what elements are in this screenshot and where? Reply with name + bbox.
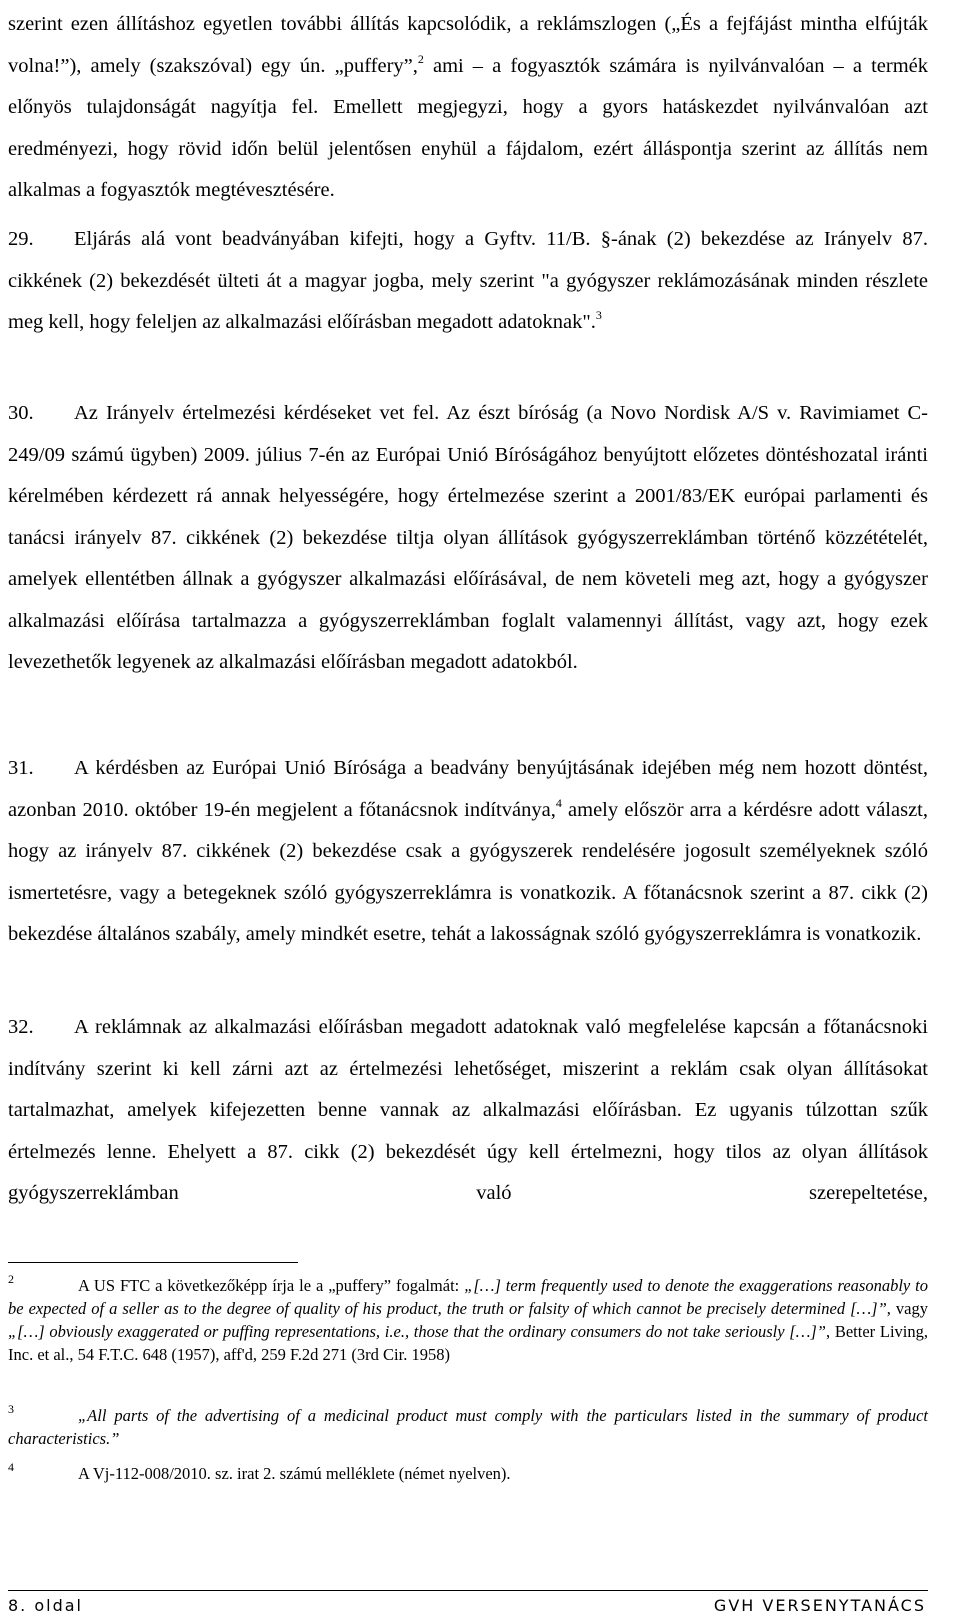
paragraph-32: [8, 1007, 928, 1215]
organization-name: GVH VERSENYTANÁCS: [713, 1596, 926, 1615]
footnote-2-mid: , vagy: [886, 1299, 928, 1318]
footnote-2-quote-2: „[…] obviously exaggerated or puffing representations, i.e., those that the ordinary consumers do not take seriously […]”: [8, 1322, 826, 1341]
footnote-2-lead: A US FTC a következőképp írja le a „puffery” fogalmát:: [78, 1276, 460, 1295]
paragraph-number: 30.: [8, 402, 34, 424]
footnote-separator: [8, 1262, 298, 1263]
paragraph-29: [8, 219, 928, 344]
footnote-3: 3 „All parts of the advertising of a medicinal product must comply with the particulars listed in the summary of product characteristics.”: [8, 1402, 928, 1448]
footnote-ref-3[interactable]: 3: [595, 308, 602, 322]
paragraph-29-text: Eljárás alá vont beadványában kifejti, hogy a Gyftv. 11/B. §-ának (2) bekezdése az Irányelv 87. cikkének (2) bekezdését ülteti át a magyar jogba, mely szerint "a gyógyszer reklámozásának minden részlete meg kell, hogy feleljen az alkalmazási előírásban megadott adatoknak".: [8, 228, 928, 333]
footnote-4-text: A Vj-112-008/2010. sz. irat 2. számú melléklete (német nyelven).: [78, 1464, 511, 1483]
paragraph-number: 29.: [8, 228, 34, 250]
paragraph-intro: [8, 4, 928, 212]
footnote-4: 4 A Vj-112-008/2010. sz. irat 2. számú melléklete (német nyelven).: [8, 1460, 511, 1483]
paragraph-31: [8, 748, 928, 956]
footnote-2-tail: , Better Living, Inc. et al., 54 F.T.C. 648 (1957), aff'd, 259 F.2d 271 (3rd Cir. 1958): [8, 1322, 928, 1364]
intro-text-a: szerint ezen állításhoz egyetlen további állítás kapcsolódik, a reklámszlogen („És a fejfájást mintha elfújták volna!”), amely (szakszóval) egy ún. „puffery”,: [8, 13, 928, 77]
footnote-2: 2 A US FTC a következőképp írja le a „puffery” fogalmát: „[…] term frequently used to denote the exaggerations reasonably to be expected of a seller as to the degree of quality of his product, the truth or falsity of which cannot be precisely determined […]”, vagy „[…] obviously exaggerated or puffing representations, i.e., those that the ordinary consumers do not take seriously […]”, Better Living, Inc. et al., 54 F.T.C. 648 (1957), aff'd, 259 F.2d 271 (3rd Cir. 1958): [8, 1272, 928, 1364]
footnote-ref-4[interactable]: 4: [555, 795, 562, 810]
footnote-ref-2[interactable]: 2: [417, 51, 424, 66]
paragraph-30-text: Az Irányelv értelmezési kérdéseket vet fel. Az észt bíróság (a Novo Nordisk A/S v. Ravimiamet C-249/09 számú ügyben) 2009. július 7-én az Európai Unió Bíróságához benyújtott előzetes döntéshozatal iránti kérelmében kérdezett rá annak helyességére, hogy értelmezése szerint a 2001/83/EK európai parlamenti és tanácsi irányelv 87. cikkének (2) bekezdése tiltja olyan állítások gyógyszerreklámban történő közzétételét, amelyek ellentétben állnak a gyógyszer alkalmazási előírásával, de nem követeli meg azt, hogy a gyógyszer alkalmazási előírása tartalmazza a gyógyszerreklámban foglalt valamennyi állítást, vagy azt, hogy ezek levezethetők legyenek az alkalmazási előírásban megadott adatokból.: [8, 402, 928, 673]
intro-text-b: ami – a fogyasztók számára is nyilvánvalóan – a termék előnyös tulajdonságát nagyítja fel. Emellett megjegyzi, hogy a gyors hatáskezdet nyilvánvalóan azt eredményezi, hogy rövid időn belül jelentősen enyhül a fájdalom, ezért álláspontja szerint az állítás nem alkalmas a fogyasztók megtévesztésére.: [8, 54, 928, 201]
footnote-3-text: „All parts of the advertising of a medicinal product must comply with the particulars listed in the summary of product characteristics.”: [8, 1406, 928, 1448]
paragraph-number: 31.: [8, 757, 34, 779]
paragraph-30: [8, 393, 928, 684]
paragraph-32-text: A reklámnak az alkalmazási előírásban megadott adatoknak való megfelelése kapcsán a főtanácsnoki indítvány szerint ki kell zárni azt az értelmezési lehetőséget, miszerint a reklám csak olyan állításokat tartalmazhat, amelyek kifejezetten benne vannak az alkalmazási előírásban. Ez ugyanis túlzottan szűk értelmezés lenne. Ehelyett a 87. cikk (2) bekezdését úgy kell értelmezni, hogy tilos az olyan állítások gyógyszerreklámban való szerepeltetése,: [8, 1016, 928, 1204]
paragraph-number: 32.: [8, 1016, 34, 1038]
paragraph-31-text-b: amely először arra a kérdésre adott választ, hogy az irányelv 87. cikkének (2) bekezdése csak a gyógyszerek rendelésére jogosult személyeknek szóló ismertetésre, vagy a betegeknek szóló gyógyszerreklámra is vonatkozik. A főtanácsnok szerint a 87. cikk (2) bekezdése általános szabály, amely mindkét esetre, tehát a lakosságnak szóló gyógyszerreklámra is vonatkozik.: [8, 798, 928, 945]
footer-separator: [8, 1590, 928, 1591]
paragraph-31-text-a: A kérdésben az Európai Unió Bírósága a beadvány benyújtásának idejében még nem hozott döntést, azonban 2010. október 19-én megjelent a főtanácsnok indítványa,: [8, 757, 928, 821]
page-number: 8. oldal: [8, 1596, 83, 1615]
footnote-2-quote-1: „[…] term frequently used to denote the exaggerations reasonably to be expected of a seller as to the degree of quality of his product, the truth or falsity of which cannot be precisely determined […]”: [8, 1276, 928, 1318]
